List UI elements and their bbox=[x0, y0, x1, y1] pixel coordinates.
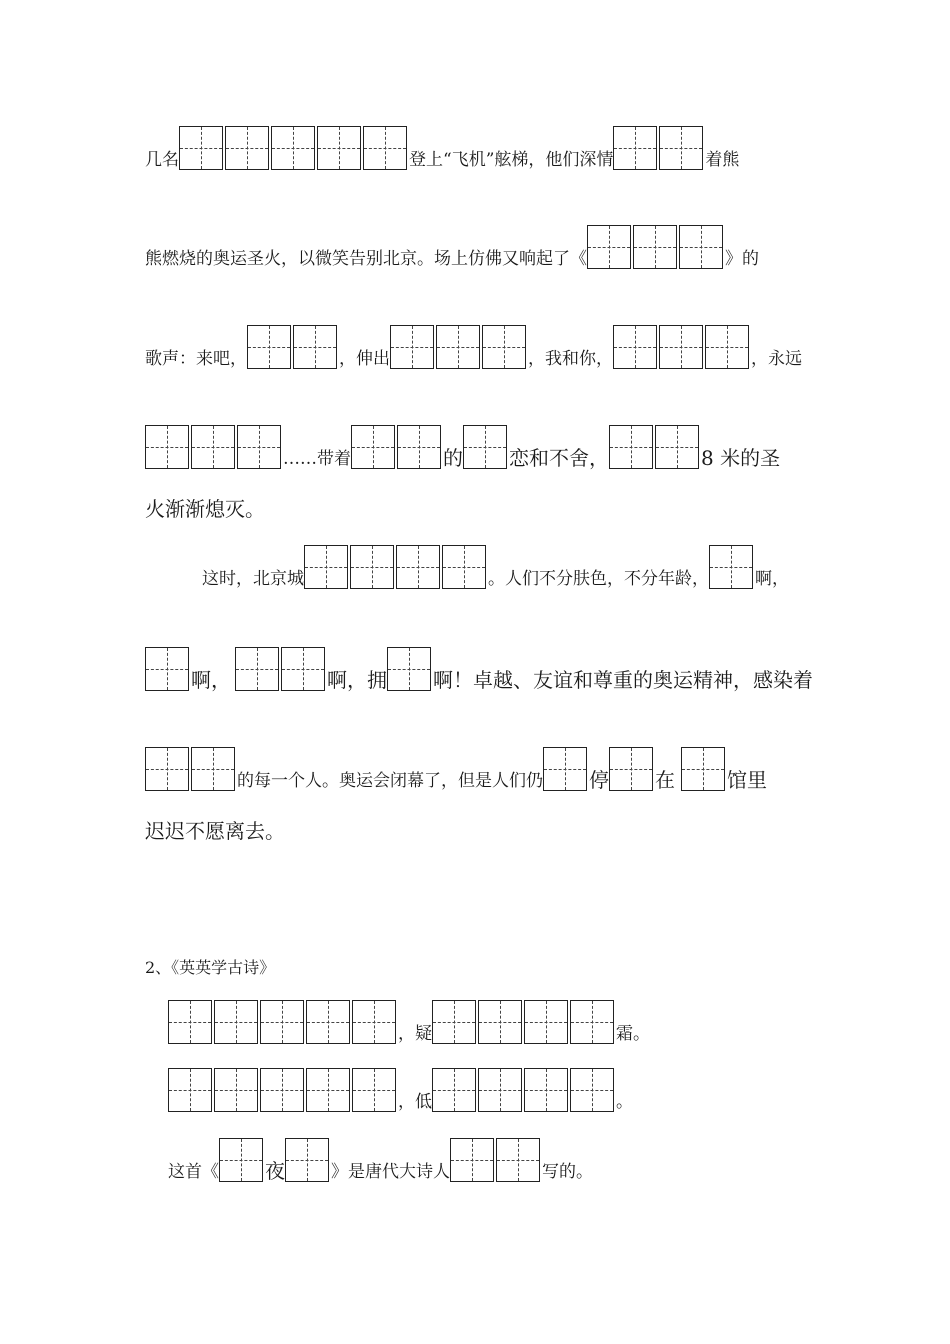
answer-box[interactable] bbox=[478, 1068, 522, 1112]
answer-box[interactable] bbox=[655, 425, 699, 469]
passage-line-4 bbox=[145, 423, 780, 469]
passage-line-6 bbox=[202, 543, 789, 589]
answer-box[interactable] bbox=[145, 425, 189, 469]
text: 登上“飞机”舷梯，他们深情 bbox=[409, 150, 614, 170]
answer-box[interactable] bbox=[145, 647, 189, 691]
answer-box[interactable] bbox=[191, 747, 235, 791]
answer-box[interactable] bbox=[659, 126, 703, 170]
text: 夜 bbox=[265, 1159, 285, 1183]
passage-line-1 bbox=[145, 124, 739, 170]
answer-box[interactable] bbox=[613, 325, 657, 369]
answer-box[interactable] bbox=[350, 545, 394, 589]
text: 啊， bbox=[755, 569, 789, 589]
text: 啊， bbox=[191, 668, 231, 692]
answer-box[interactable] bbox=[168, 1068, 212, 1112]
answer-box[interactable] bbox=[543, 747, 587, 791]
text: 啊，拥 bbox=[327, 668, 387, 692]
answer-box[interactable] bbox=[352, 1000, 396, 1044]
text: 8 米的圣 bbox=[701, 446, 781, 470]
text: ，永远 bbox=[751, 349, 802, 369]
text: ，疑 bbox=[398, 1024, 432, 1044]
answer-box[interactable] bbox=[214, 1068, 258, 1112]
text: 在 bbox=[655, 768, 675, 792]
answer-box[interactable] bbox=[271, 126, 315, 170]
text: 熊燃烧的奥运圣火，以微笑告别北京。场上仿佛又响起了《 bbox=[145, 249, 587, 269]
answer-box[interactable] bbox=[352, 1068, 396, 1112]
text: 几名 bbox=[145, 150, 179, 170]
answer-box[interactable] bbox=[570, 1000, 614, 1044]
text: 歌声：来吧， bbox=[145, 349, 247, 369]
answer-box[interactable] bbox=[390, 325, 434, 369]
answer-box[interactable] bbox=[450, 1138, 494, 1182]
answer-box[interactable] bbox=[705, 325, 749, 369]
answer-box[interactable] bbox=[432, 1000, 476, 1044]
answer-box[interactable] bbox=[679, 225, 723, 269]
text: 着熊 bbox=[705, 150, 740, 170]
poem-line-3 bbox=[168, 1136, 593, 1182]
answer-box[interactable] bbox=[436, 325, 480, 369]
answer-box[interactable] bbox=[285, 1138, 329, 1182]
text: 的 bbox=[443, 446, 463, 470]
answer-box[interactable] bbox=[247, 325, 291, 369]
answer-box[interactable] bbox=[397, 425, 441, 469]
answer-box[interactable] bbox=[587, 225, 631, 269]
answer-box[interactable] bbox=[304, 545, 348, 589]
answer-box[interactable] bbox=[613, 126, 657, 170]
passage-line-2 bbox=[145, 223, 759, 269]
answer-box[interactable] bbox=[709, 545, 753, 589]
answer-box[interactable] bbox=[235, 647, 279, 691]
answer-box[interactable] bbox=[463, 425, 507, 469]
answer-box[interactable] bbox=[306, 1068, 350, 1112]
answer-box[interactable] bbox=[478, 1000, 522, 1044]
text: 啊！卓越、友谊和尊重的奥运精神，感染着 bbox=[433, 668, 813, 692]
poem-line-1 bbox=[168, 998, 650, 1044]
answer-box[interactable] bbox=[387, 647, 431, 691]
text: 霜。 bbox=[616, 1024, 650, 1044]
answer-box[interactable] bbox=[260, 1068, 304, 1112]
answer-box[interactable] bbox=[214, 1000, 258, 1044]
answer-box[interactable] bbox=[219, 1138, 263, 1182]
answer-box[interactable] bbox=[496, 1138, 540, 1182]
text: 馆里 bbox=[727, 768, 767, 792]
passage-line-8 bbox=[145, 745, 767, 791]
text: ，低 bbox=[398, 1092, 432, 1112]
text: 的每一个人。奥运会闭幕了，但是人们仍 bbox=[237, 771, 543, 791]
answer-box[interactable] bbox=[306, 1000, 350, 1044]
answer-box[interactable] bbox=[191, 425, 235, 469]
passage-line-3 bbox=[145, 323, 802, 369]
answer-box[interactable] bbox=[524, 1068, 568, 1112]
text: ，伸出 bbox=[339, 349, 390, 369]
text: 这时，北京城 bbox=[202, 569, 304, 589]
answer-box[interactable] bbox=[225, 126, 269, 170]
text: ……带着 bbox=[283, 449, 351, 469]
passage-line-5: 火渐渐熄灭。 bbox=[145, 497, 265, 521]
answer-box[interactable] bbox=[609, 747, 653, 791]
text: 。 bbox=[616, 1092, 633, 1112]
text: 恋和不舍， bbox=[509, 446, 609, 470]
answer-box[interactable] bbox=[260, 1000, 304, 1044]
text: 这首《 bbox=[168, 1162, 219, 1182]
answer-box[interactable] bbox=[363, 126, 407, 170]
answer-box[interactable] bbox=[396, 545, 440, 589]
answer-box[interactable] bbox=[442, 545, 486, 589]
answer-box[interactable] bbox=[281, 647, 325, 691]
text: 》的 bbox=[725, 249, 759, 269]
answer-box[interactable] bbox=[482, 325, 526, 369]
passage-line-9: 迟迟不愿离去。 bbox=[145, 819, 285, 843]
poem-line-2 bbox=[168, 1066, 633, 1112]
answer-box[interactable] bbox=[524, 1000, 568, 1044]
answer-box[interactable] bbox=[237, 425, 281, 469]
section-heading: 2、《英英学古诗》 bbox=[145, 958, 276, 977]
answer-box[interactable] bbox=[168, 1000, 212, 1044]
answer-box[interactable] bbox=[351, 425, 395, 469]
answer-box[interactable] bbox=[179, 126, 223, 170]
answer-box[interactable] bbox=[633, 225, 677, 269]
answer-box[interactable] bbox=[659, 325, 703, 369]
text: 停 bbox=[589, 768, 609, 792]
answer-box[interactable] bbox=[570, 1068, 614, 1112]
answer-box[interactable] bbox=[145, 747, 189, 791]
answer-box[interactable] bbox=[432, 1068, 476, 1112]
text: 写的。 bbox=[542, 1162, 593, 1182]
answer-box[interactable] bbox=[317, 126, 361, 170]
passage-line-7 bbox=[145, 645, 813, 691]
answer-box[interactable] bbox=[681, 747, 725, 791]
answer-box[interactable] bbox=[609, 425, 653, 469]
text: ，我和你， bbox=[528, 349, 613, 369]
text: 》是唐代大诗人 bbox=[331, 1162, 450, 1182]
answer-box[interactable] bbox=[293, 325, 337, 369]
text: 。人们不分肤色，不分年龄， bbox=[488, 569, 709, 589]
